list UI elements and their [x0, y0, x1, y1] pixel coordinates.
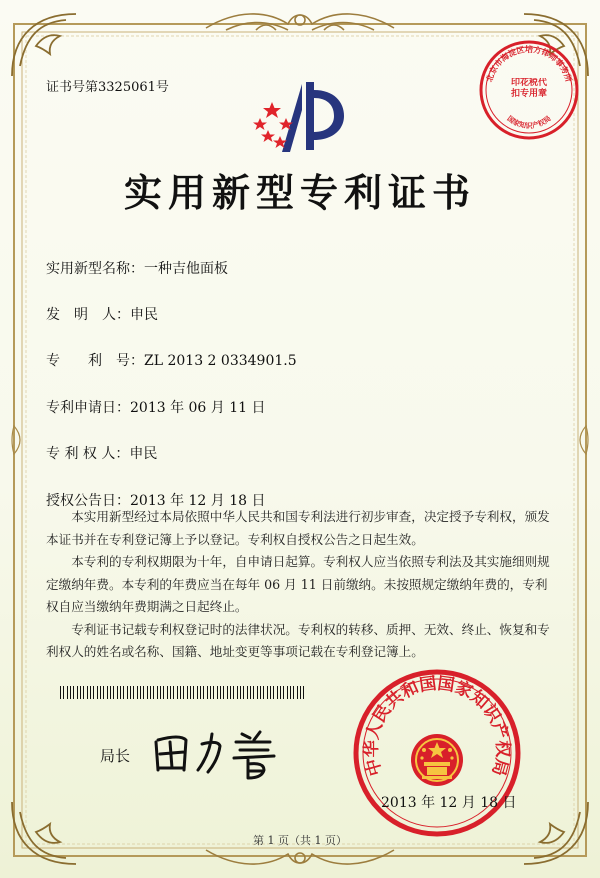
- barcode-bar: [127, 686, 128, 699]
- barcode-bar: [303, 686, 304, 699]
- field-value: 一种吉他面板: [144, 261, 228, 277]
- stamp-date: 2013 年 12 月 18 日: [381, 795, 517, 811]
- field-utility-model-name: [46, 258, 228, 278]
- barcode-bar: [233, 686, 234, 699]
- agency-seal-center-text: 印花税代扣专用章: [510, 78, 547, 99]
- body-paragraph-1: 本实用新型经过本局依照中华人民共和国专利法进行初步审查，决定授予专利权，颁发本证书并在专利登记簿上予以登记。专利权自授权公告之日起生效。: [46, 509, 550, 547]
- barcode-bar: [123, 686, 124, 699]
- barcode-bar: [63, 686, 64, 699]
- field-value: 申民: [129, 446, 158, 462]
- barcode-bar: [137, 686, 138, 699]
- certificate-body: [46, 506, 556, 664]
- barcode-bar: [93, 686, 94, 699]
- barcode-bar: [217, 686, 218, 699]
- barcode-bar: [157, 686, 158, 699]
- barcode-bar: [243, 686, 244, 699]
- barcode-bar: [147, 686, 148, 699]
- barcode-bar: [250, 686, 251, 699]
- agency-tax-seal: [477, 38, 581, 142]
- director-label: 局长: [100, 747, 131, 765]
- barcode-bar: [277, 686, 278, 699]
- barcode-bar: [270, 686, 271, 699]
- barcode: [60, 686, 306, 699]
- barcode-bar: [180, 686, 181, 699]
- barcode-bar: [287, 686, 288, 699]
- barcode-bar: [87, 686, 88, 699]
- official-seal-arc-text: 中华人民共和国国家知识产权局: [361, 673, 513, 778]
- official-national-seal: [352, 668, 522, 838]
- barcode-bar: [230, 686, 231, 699]
- barcode-bar: [113, 686, 114, 699]
- barcode-bar: [73, 686, 74, 699]
- barcode-bar: [273, 686, 274, 699]
- barcode-bar: [83, 686, 84, 699]
- field-patent-number: [46, 350, 297, 370]
- barcode-bar: [153, 686, 154, 699]
- field-patentee: [46, 443, 157, 463]
- barcode-bar: [210, 686, 211, 699]
- barcode-bar: [160, 686, 161, 699]
- barcode-bar: [260, 686, 261, 699]
- barcode-bar: [207, 686, 208, 699]
- barcode-bar: [253, 686, 254, 699]
- barcode-bar: [133, 686, 134, 699]
- barcode-bar: [193, 686, 194, 699]
- barcode-bar: [107, 686, 108, 699]
- barcode-bar: [103, 686, 104, 699]
- barcode-bar: [173, 686, 174, 699]
- barcode-bar: [90, 686, 91, 699]
- barcode-bar: [190, 686, 191, 699]
- barcode-bar: [140, 686, 141, 699]
- field-value: 申民: [130, 307, 158, 323]
- barcode-bar: [183, 686, 184, 699]
- patent-office-logo: [252, 78, 362, 156]
- body-paragraph-2: 本专利的专利权期限为十年，自申请日起算。专利权人应当依照专利法及其实施细则规定缴纳年费。本专利的年费应当在每年 06 月 11 日前缴纳。未按照规定缴纳年费的，专利权自应当缴纳年费期满之日起终止。: [46, 554, 550, 614]
- barcode-bar: [290, 686, 291, 699]
- barcode-bar: [170, 686, 171, 699]
- barcode-bar: [67, 686, 68, 699]
- barcode-bar: [177, 686, 178, 699]
- barcode-bar: [143, 686, 144, 699]
- barcode-bar: [130, 686, 131, 699]
- barcode-bar: [263, 686, 264, 699]
- agency-seal-bottom-text: 国家知识产权局: [505, 114, 553, 130]
- barcode-bar: [80, 686, 81, 699]
- national-emblem-icon: [411, 734, 463, 786]
- field-label: 专利申请日：: [46, 400, 130, 416]
- field-application-date: [46, 397, 266, 417]
- field-inventor: [46, 304, 158, 324]
- barcode-bar: [267, 686, 268, 699]
- field-label: 专 利 号：: [46, 353, 144, 369]
- barcode-bar: [110, 686, 111, 699]
- barcode-bar: [120, 686, 121, 699]
- barcode-bar: [100, 686, 101, 699]
- barcode-bar: [247, 686, 248, 699]
- barcode-bar: [197, 686, 198, 699]
- barcode-bar: [203, 686, 204, 699]
- field-label: 授权公告日：: [46, 493, 130, 509]
- barcode-bar: [150, 686, 151, 699]
- page-number: 第 1 页（共 1 页）: [253, 834, 347, 847]
- barcode-bar: [293, 686, 294, 699]
- field-value: ZL 2013 2 0334901.5: [144, 353, 297, 369]
- barcode-bar: [227, 686, 228, 699]
- body-paragraph-3: 专利证书记载专利权登记时的法律状况。专利权的转移、质押、无效、终止、恢复和专利权人的姓名或名称、国籍、地址变更等事项记载在专利登记簿上。: [46, 621, 550, 659]
- barcode-bar: [60, 686, 61, 699]
- barcode-bar: [187, 686, 188, 699]
- barcode-bar: [200, 686, 201, 699]
- barcode-bar: [283, 686, 284, 699]
- barcode-bar: [297, 686, 298, 699]
- barcode-bar: [223, 686, 224, 699]
- field-label: 发 明 人：: [46, 307, 130, 323]
- barcode-bar: [77, 686, 78, 699]
- barcode-bar: [97, 686, 98, 699]
- certificate-number: 证书号第3325061号: [46, 80, 169, 95]
- barcode-bar: [213, 686, 214, 699]
- barcode-bar: [163, 686, 164, 699]
- svg-text:国家知识产权局: [505, 114, 552, 130]
- barcode-bar: [117, 686, 118, 699]
- field-value: 2013 年 06 月 11 日: [130, 400, 266, 416]
- barcode-bar: [237, 686, 238, 699]
- barcode-bar: [240, 686, 241, 699]
- document-title: 实用新型专利证书: [123, 170, 476, 215]
- barcode-bar: [220, 686, 221, 699]
- field-label: 专 利 权 人：: [46, 446, 130, 462]
- barcode-bar: [280, 686, 281, 699]
- agency-seal-outer-text: 北京市海淀区培方律师事务所: [484, 45, 574, 84]
- barcode-bar: [70, 686, 71, 699]
- field-label: 实用新型名称：: [46, 261, 144, 277]
- field-value: 2013 年 12 月 18 日: [130, 493, 266, 509]
- director-signature: [150, 720, 300, 780]
- barcode-bar: [167, 686, 168, 699]
- barcode-bar: [300, 686, 301, 699]
- barcode-bar: [257, 686, 258, 699]
